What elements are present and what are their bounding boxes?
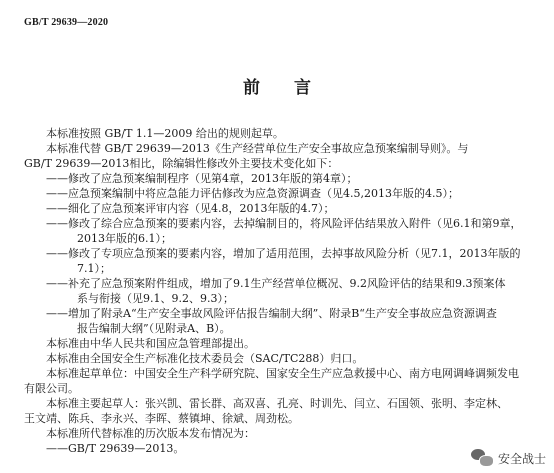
paragraph-replaces-line1: 本标准代替 GB/T 29639—2013《生产经营单位生产安全事故应急预案编制导则》。与 (46, 142, 469, 155)
paragraph-drafting-units-line1: 本标准起草单位：中国安全生产科学研究院、国家安全生产应急救援中心、南方电网调峰调频发电 (46, 367, 519, 380)
paragraph-history-item: ——GB/T 29639—2013。 (46, 442, 185, 455)
paragraph-drafters-line1: 本标准主要起草人：张兴凯、雷长群、高双喜、孔亮、时训先、闫立、石国领、张明、李定林、 (46, 397, 508, 410)
changes-list (24, 171, 536, 336)
change-item: ——细化了应急预案评审内容（见4.8，2013年版的4.7）； (46, 202, 335, 215)
change-item: ——增加了附录A“生产安全事故风险评估报告编制大纲”、附录B“生产安全事故应急资源调查 (46, 307, 497, 320)
foreword-body (24, 126, 536, 456)
paragraph-proposed-by: 本标准由中华人民共和国应急管理部提出。 (46, 337, 255, 350)
change-item: ——修改了综合应急预案的要素内容，去掉编制目的，将风险评估结果放入附件（见6.1和第9章， (46, 217, 522, 230)
watermark-text: 安全战士 (497, 451, 546, 466)
page-title: 前 言 (243, 78, 325, 98)
change-item-continuation: 系与衔接（见9.1、9.2、9.3）； (77, 292, 234, 305)
change-item-continuation: 报告编制大纲”（见附录A、B）。 (77, 322, 231, 335)
paragraph-replaces-line2: GB/T 29639—2013相比，除编辑性修改外主要技术变化如下： (24, 157, 339, 170)
standard-code: GB/T 29639—2020 (24, 17, 109, 28)
change-item-continuation: 7.1）； (77, 262, 111, 275)
paragraph-drafting-units-line2: 有限公司。 (24, 382, 79, 395)
paragraph-history: 本标准所代替标准的历次版本发布情况为： (46, 427, 255, 440)
change-item: ——修改了专项应急预案的要素内容，增加了适用范围，去掉事故风险分析（见7.1，2013年版的 (46, 247, 521, 260)
change-item-continuation: 2013年版的6.1）； (77, 232, 172, 245)
watermark (471, 449, 546, 467)
paragraph-drafting-rules: 本标准按照 GB/T 1.1—2009 给出的规则起草。 (46, 127, 284, 140)
change-item: ——补充了应急预案附件组成，增加了9.1生产经营单位概况、9.2风险评估的结果和9.3预案体 (46, 277, 506, 290)
paragraph-drafters-line2: 王文靖、陈兵、李永兴、李晖、蔡镇坤、徐斌、周劲松。 (24, 412, 299, 425)
change-item: ——修改了应急预案编制程序（见第4章，2013年版的第4章）； (46, 172, 358, 185)
paragraph-centralized-by: 本标准由全国安全生产标准化技术委员会（SAC/TC288）归口。 (46, 352, 364, 365)
change-item: ——应急预案编制中将应急能力评估修改为应急资源调查（见4.5,2013年版的4.5）； (46, 187, 459, 200)
wechat-icon (471, 449, 493, 467)
